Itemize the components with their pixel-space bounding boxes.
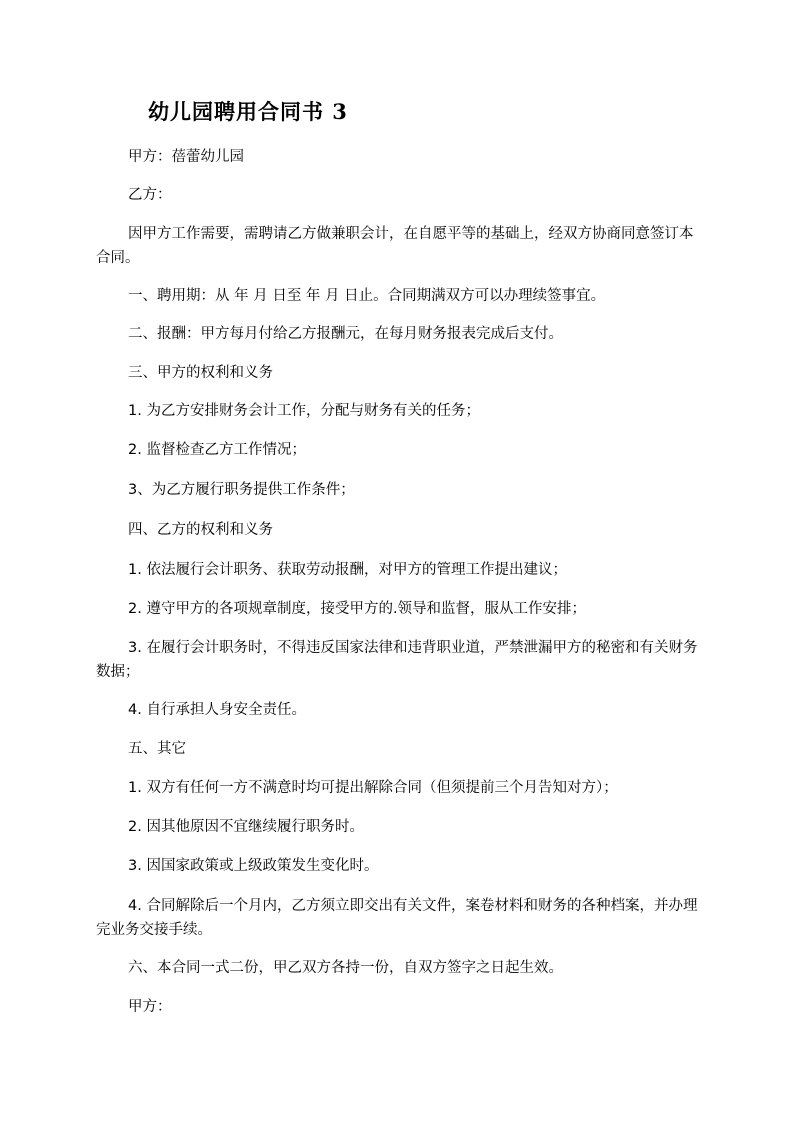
other-item-3: 3. 因国家政策或上级政策发生变化时。	[128, 858, 379, 874]
clause-pay: 二、报酬：甲方每月付给乙方报酬元，在每月财务报表完成后支付。	[128, 326, 563, 342]
party-b-item-1: 1. 依法履行会计职务、获取劳动报酬，对甲方的管理工作提出建议；	[128, 562, 567, 578]
party-a-item-2: 2. 监督检查乙方工作情况；	[128, 442, 306, 458]
party-a-item-3: 3、为乙方履行职务提供工作条件；	[128, 482, 355, 498]
signature-party-a: 甲方：	[128, 999, 172, 1015]
intro-paragraph: 因甲方工作需要，需聘请乙方做兼职会计，在自愿平等的基础上，经双方协商同意签订本合同。	[96, 226, 694, 266]
party-b-item-3: 3. 在履行会计职务时，不得违反国家法律和违背职业道，严禁泄漏甲方的秘密和有关财务数据；	[96, 640, 698, 680]
party-a-line: 甲方：蓓蕾幼儿园	[128, 149, 244, 165]
other-item-4: 4. 合同解除后一个月内，乙方须立即交出有关文件，案卷材料和财务的各种档案，并办理完业务交接手续。	[96, 898, 698, 938]
section-heading-party-b: 四、乙方的权利和义务	[128, 522, 273, 538]
other-item-1: 1. 双方有任何一方不满意时均可提出解除合同（但须提前三个月告知对方）；	[128, 780, 618, 796]
party-a-item-1: 1. 为乙方安排财务会计工作，分配与财务有关的任务；	[128, 403, 480, 419]
document-title: 幼儿园聘用合同书 3	[148, 99, 348, 124]
section-heading-party-a: 三、甲方的权利和义务	[128, 365, 273, 381]
other-item-2: 2. 因其他原因不宜继续履行职务时。	[128, 819, 364, 835]
party-b-item-2: 2. 遵守甲方的各项规章制度，接受甲方的.领导和监督，服从工作安排；	[128, 601, 587, 617]
clause-term: 一、聘用期：从 年 月 日至 年 月 日止。合同期满双方可以办理续签事宜。	[128, 288, 606, 304]
party-b-line: 乙方：	[128, 187, 172, 203]
clause-copies: 六、本合同一式二份，甲乙双方各持一份，自双方签字之日起生效。	[128, 960, 563, 976]
party-b-item-4: 4. 自行承担人身安全责任。	[128, 702, 306, 718]
section-heading-other: 五、其它	[128, 741, 186, 757]
